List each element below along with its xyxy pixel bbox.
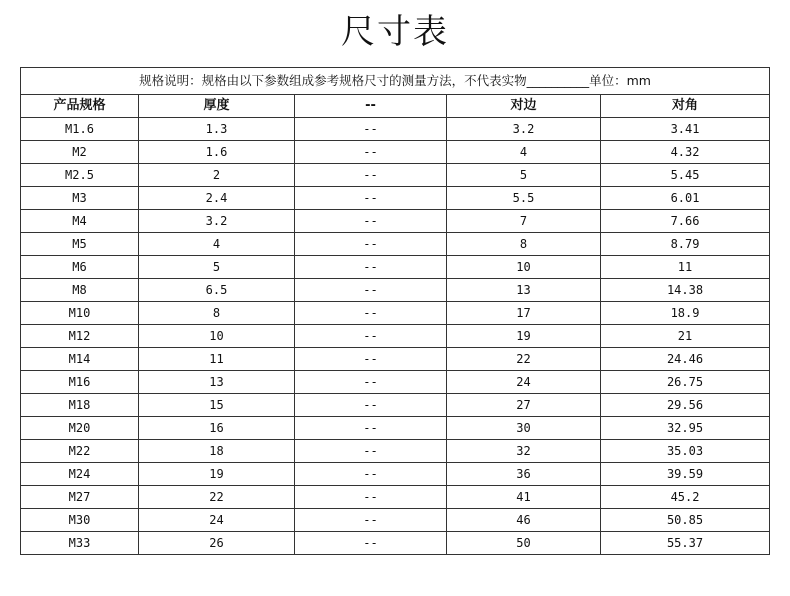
header-row [21,95,770,118]
cell-across-corners: 11 [601,256,770,279]
cell-spec: M2.5 [21,164,139,187]
table-row [21,486,770,509]
table-row [21,141,770,164]
header-across-corners: 对角 [601,95,770,118]
cell-across-corners: 21 [601,325,770,348]
cell-across-corners: 29.56 [601,394,770,417]
cell-blank: -- [295,210,447,233]
cell-across-corners: 14.38 [601,279,770,302]
cell-across-flats: 5 [447,164,601,187]
table-row [21,348,770,371]
cell-blank: -- [295,532,447,555]
cell-blank: -- [295,417,447,440]
cell-spec: M20 [21,417,139,440]
cell-spec: M18 [21,394,139,417]
table-row [21,394,770,417]
table-row [21,187,770,210]
cell-blank: -- [295,164,447,187]
cell-thickness: 11 [139,348,295,371]
cell-blank: -- [295,486,447,509]
size-table [20,67,770,555]
cell-blank: -- [295,348,447,371]
cell-across-flats: 36 [447,463,601,486]
cell-across-flats: 32 [447,440,601,463]
table-row [21,371,770,394]
cell-spec: M27 [21,486,139,509]
cell-blank: -- [295,509,447,532]
cell-thickness: 2 [139,164,295,187]
cell-across-corners: 35.03 [601,440,770,463]
cell-across-flats: 17 [447,302,601,325]
cell-thickness: 16 [139,417,295,440]
cell-across-flats: 41 [447,486,601,509]
table-row [21,440,770,463]
cell-spec: M1.6 [21,118,139,141]
cell-across-flats: 22 [447,348,601,371]
cell-spec: M4 [21,210,139,233]
cell-across-flats: 3.2 [447,118,601,141]
cell-blank: -- [295,256,447,279]
table-row [21,463,770,486]
cell-spec: M22 [21,440,139,463]
cell-blank: -- [295,279,447,302]
cell-blank: -- [295,440,447,463]
cell-across-flats: 46 [447,509,601,532]
table-row [21,279,770,302]
cell-across-flats: 8 [447,233,601,256]
cell-spec: M30 [21,509,139,532]
cell-thickness: 6.5 [139,279,295,302]
cell-spec: M3 [21,187,139,210]
cell-spec: M10 [21,302,139,325]
cell-across-corners: 8.79 [601,233,770,256]
cell-across-flats: 50 [447,532,601,555]
cell-spec: M33 [21,532,139,555]
cell-blank: -- [295,187,447,210]
cell-thickness: 24 [139,509,295,532]
cell-thickness: 26 [139,532,295,555]
header-across-flats: 对边 [447,95,601,118]
cell-across-flats: 19 [447,325,601,348]
table-row [21,417,770,440]
cell-across-corners: 6.01 [601,187,770,210]
cell-across-flats: 27 [447,394,601,417]
cell-thickness: 5 [139,256,295,279]
page-title: 尺寸表 [341,12,449,52]
cell-across-flats: 4 [447,141,601,164]
cell-across-flats: 13 [447,279,601,302]
cell-spec: M5 [21,233,139,256]
cell-thickness: 1.3 [139,118,295,141]
cell-thickness: 19 [139,463,295,486]
cell-blank: -- [295,463,447,486]
cell-across-corners: 26.75 [601,371,770,394]
header-thickness: 厚度 [139,95,295,118]
cell-across-corners: 45.2 [601,486,770,509]
cell-across-corners: 39.59 [601,463,770,486]
cell-blank: -- [295,233,447,256]
table-row [21,325,770,348]
cell-thickness: 3.2 [139,210,295,233]
table-row [21,532,770,555]
cell-thickness: 8 [139,302,295,325]
cell-thickness: 15 [139,394,295,417]
table-row [21,233,770,256]
cell-thickness: 4 [139,233,295,256]
table-row [21,164,770,187]
cell-spec: M12 [21,325,139,348]
cell-blank: -- [295,325,447,348]
cell-thickness: 2.4 [139,187,295,210]
table-row [21,302,770,325]
cell-across-corners: 4.32 [601,141,770,164]
cell-spec: M24 [21,463,139,486]
table-row [21,256,770,279]
cell-thickness: 1.6 [139,141,295,164]
cell-across-corners: 32.95 [601,417,770,440]
header-blank: -- [295,95,447,118]
table-row [21,210,770,233]
cell-spec: M14 [21,348,139,371]
spec-note: 规格说明：规格由以下参数组成参考规格尺寸的测量方法，不代表实物__________单位：mm [21,68,770,95]
cell-across-corners: 50.85 [601,509,770,532]
cell-spec: M6 [21,256,139,279]
cell-across-corners: 7.66 [601,210,770,233]
cell-across-flats: 5.5 [447,187,601,210]
cell-thickness: 13 [139,371,295,394]
cell-thickness: 10 [139,325,295,348]
table-row [21,509,770,532]
cell-spec: M8 [21,279,139,302]
cell-across-corners: 24.46 [601,348,770,371]
cell-across-flats: 10 [447,256,601,279]
cell-blank: -- [295,302,447,325]
cell-blank: -- [295,394,447,417]
cell-blank: -- [295,141,447,164]
cell-thickness: 22 [139,486,295,509]
cell-thickness: 18 [139,440,295,463]
cell-spec: M2 [21,141,139,164]
cell-across-corners: 3.41 [601,118,770,141]
table-row [21,118,770,141]
cell-across-flats: 30 [447,417,601,440]
cell-across-corners: 5.45 [601,164,770,187]
cell-blank: -- [295,118,447,141]
cell-across-corners: 18.9 [601,302,770,325]
cell-blank: -- [295,371,447,394]
cell-across-flats: 7 [447,210,601,233]
spec-note-row [21,68,770,95]
cell-spec: M16 [21,371,139,394]
header-spec: 产品规格 [21,95,139,118]
cell-across-corners: 55.37 [601,532,770,555]
cell-across-flats: 24 [447,371,601,394]
